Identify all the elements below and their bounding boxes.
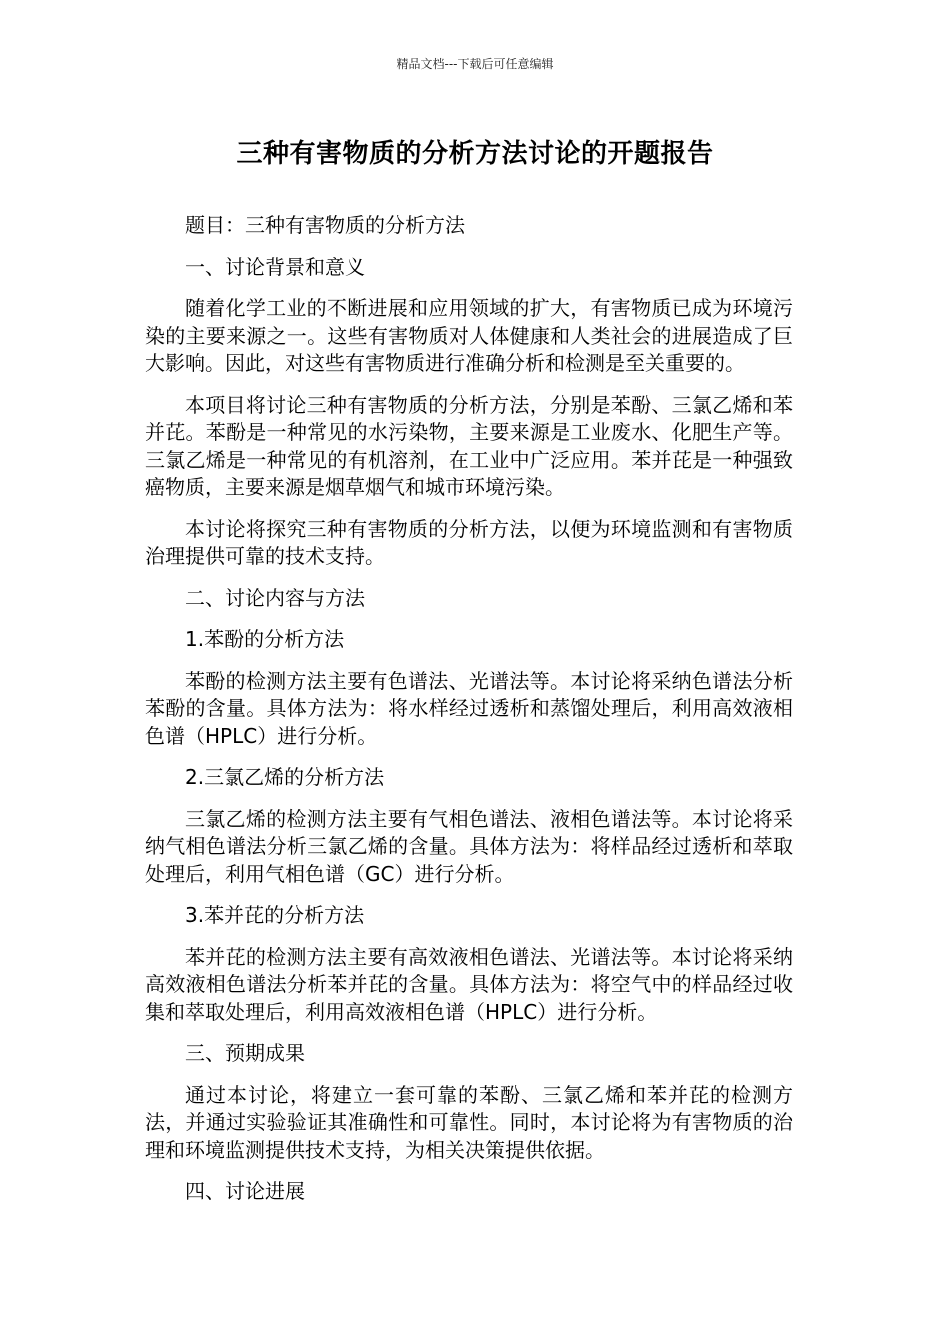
paragraph-tce-method: 三氯乙烯的检测方法主要有气相色谱法、液相色谱法等。本讨论将采纳气相色谱法分析三氯乙烯的含量。具体方法为：将样品经过透析和萃取处理后，利用气相色谱（GC）进行分析。: [145, 806, 793, 886]
paragraph-bap-method: 苯并芘的检测方法主要有高效液相色谱法、光谱法等。本讨论将采纳高效液相色谱法分析苯并芘的含量。具体方法为：将空气中的样品经过收集和萃取处理后，利用高效液相色谱（HPLC）进行分析。: [145, 944, 793, 1024]
section-heading-2: 二、讨论内容与方法: [185, 585, 365, 610]
section-heading-4: 四、讨论进展: [185, 1179, 305, 1203]
section-heading-1: 一、讨论背景和意义: [185, 254, 365, 279]
subsection-heading-1: 1.苯酚的分析方法: [185, 627, 345, 651]
subsection-heading-2: 2.三氯乙烯的分析方法: [185, 765, 385, 789]
document-body: [145, 212, 793, 1220]
paragraph-purpose: 本讨论将探究三种有害物质的分析方法，以便为环境监测和有害物质治理提供可靠的技术支持。: [145, 516, 793, 568]
paragraph-project: 本项目将讨论三种有害物质的分析方法，分别是苯酚、三氯乙烯和苯并芘。苯酚是一种常见的水污染物，主要来源是工业废水、化肥生产等。三氯乙烯是一种常见的有机溶剂，在工业中广泛应用。苯并芘是一种强致癌物质，主要来源是烟草烟气和城市环境污染。: [145, 392, 793, 499]
paragraph-background: 随着化学工业的不断进展和应用领域的扩大，有害物质已成为环境污染的主要来源之一。这些有害物质对人体健康和人类社会的进展造成了巨大影响。因此，对这些有害物质进行准确分析和检测是至关重要的。: [145, 296, 793, 375]
document-title: 三种有害物质的分析方法讨论的开题报告: [236, 139, 714, 169]
subsection-heading-3: 3.苯并芘的分析方法: [185, 903, 365, 927]
topic-line: 题目：三种有害物质的分析方法: [185, 213, 465, 237]
paragraph-phenol-method: 苯酚的检测方法主要有色谱法、光谱法等。本讨论将采纳色谱法分析苯酚的含量。具体方法为：将水样经过透析和蒸馏处理后，利用高效液相色谱（HPLC）进行分析。: [145, 668, 793, 748]
section-heading-3: 三、预期成果: [185, 1041, 305, 1065]
header-note: 精品文档---下载后可任意编辑: [396, 57, 554, 71]
paragraph-expected-results: 通过本讨论，将建立一套可靠的苯酚、三氯乙烯和苯并芘的检测方法，并通过实验验证其准确性和可靠性。同时，本讨论将为有害物质的治理和环境监测提供技术支持，为相关决策提供依据。: [145, 1082, 793, 1162]
